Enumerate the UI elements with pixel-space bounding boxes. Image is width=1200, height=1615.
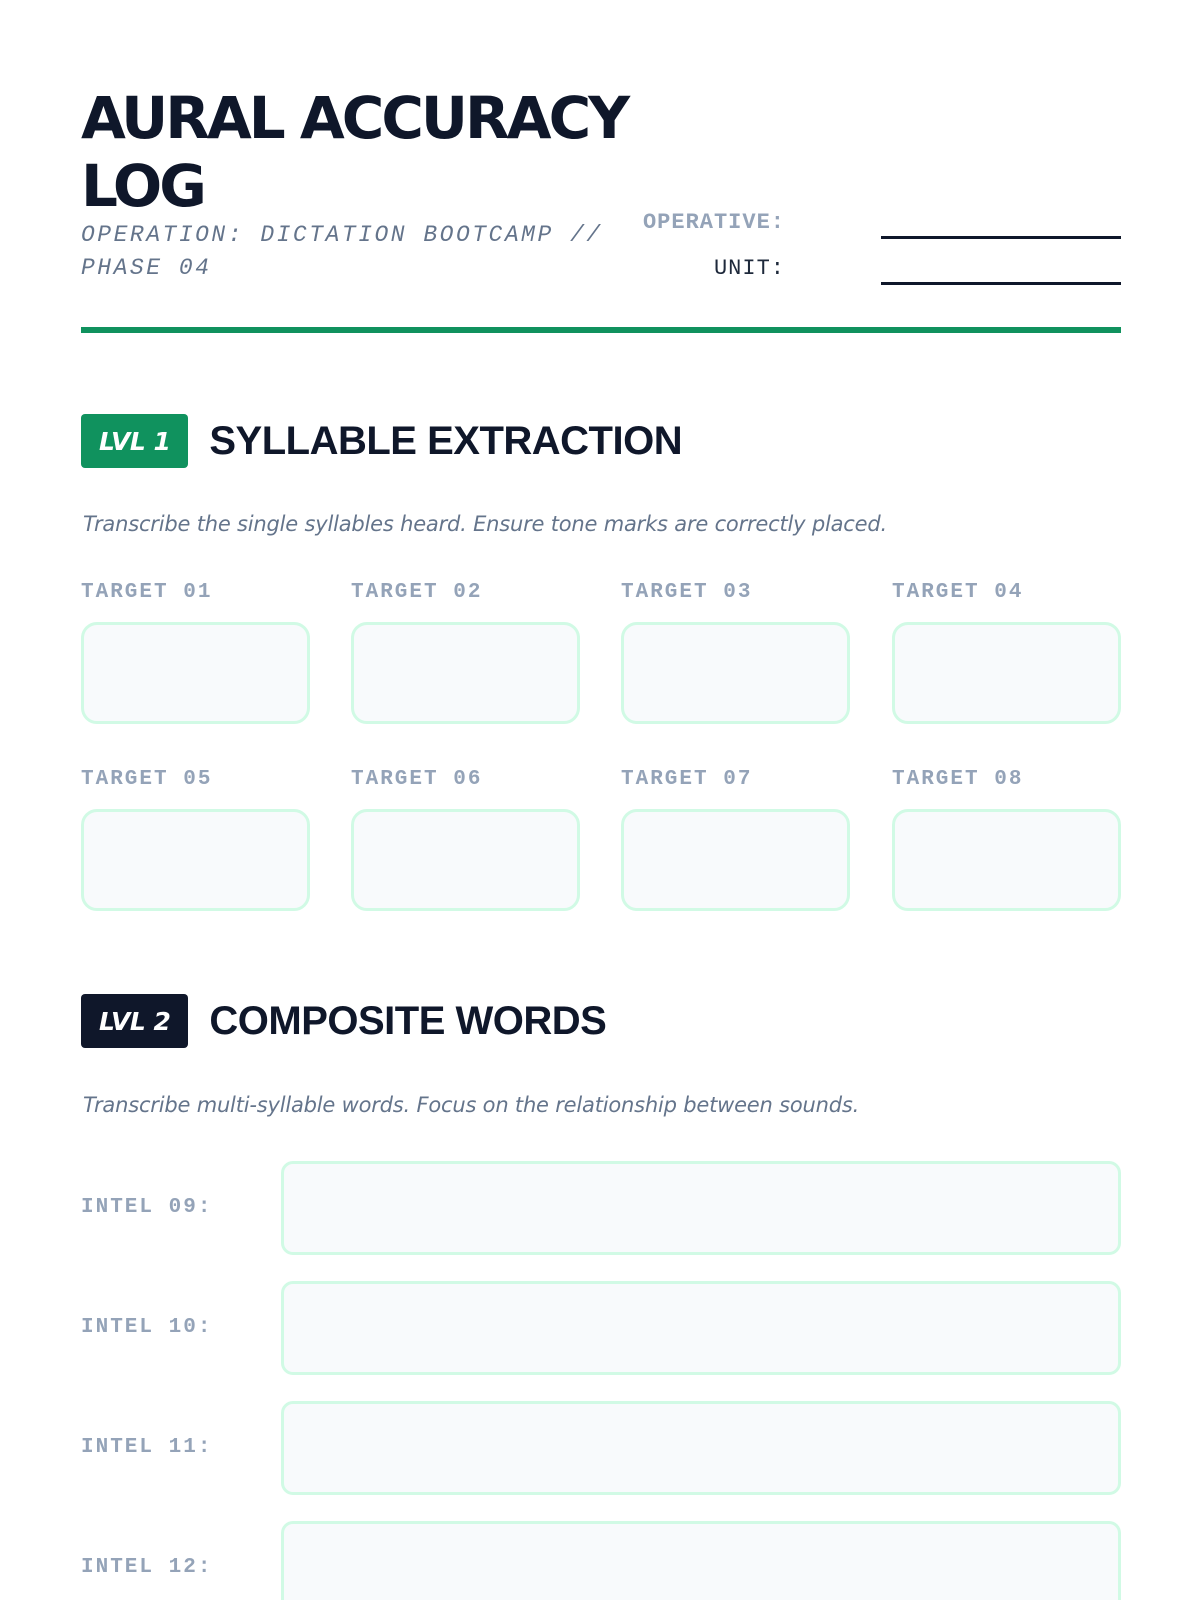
intel-label: INTEL 12: — [81, 1556, 213, 1579]
target-answer-box[interactable] — [892, 622, 1121, 724]
page-title: AURAL ACCURACY LOG — [81, 84, 628, 220]
target-label: TARGET 04 — [892, 581, 1024, 604]
unit-line[interactable] — [881, 282, 1121, 285]
intel-row-09 — [81, 1161, 1121, 1255]
intel-label: INTEL 11: — [81, 1436, 213, 1459]
operative-field[interactable] — [641, 203, 1121, 239]
header-divider — [81, 327, 1121, 333]
operative-line[interactable] — [881, 236, 1121, 239]
intel-answer-box[interactable] — [281, 1161, 1121, 1255]
intel-label: INTEL 10: — [81, 1316, 213, 1339]
target-04 — [892, 580, 1121, 724]
target-label: TARGET 05 — [81, 768, 213, 791]
intel-answer-box[interactable] — [281, 1401, 1121, 1495]
target-07 — [621, 767, 850, 911]
unit-label: UNIT: — [713, 256, 785, 281]
target-label: TARGET 02 — [351, 581, 483, 604]
level2-title: COMPOSITE WORDS — [209, 998, 607, 1043]
target-label: TARGET 08 — [892, 768, 1024, 791]
intel-answer-box[interactable] — [281, 1281, 1121, 1375]
target-02 — [351, 580, 580, 724]
target-01 — [81, 580, 310, 724]
target-answer-box[interactable] — [621, 622, 850, 724]
level2-header — [81, 994, 606, 1048]
intel-label: INTEL 09: — [81, 1196, 213, 1219]
target-label: TARGET 03 — [621, 581, 753, 604]
worksheet-page — [81, 0, 1121, 1600]
target-answer-box[interactable] — [351, 809, 580, 911]
target-answer-box[interactable] — [621, 809, 850, 911]
operative-label: OPERATIVE: — [642, 210, 785, 235]
intel-row-11 — [81, 1401, 1121, 1495]
page-subtitle: OPERATION: DICTATION BOOTCAMP // PHASE 04 — [81, 222, 603, 281]
target-answer-box[interactable] — [81, 809, 310, 911]
level1-badge: LVL 1 — [81, 414, 188, 468]
intel-row-10 — [81, 1281, 1121, 1375]
level1-title: SYLLABLE EXTRACTION — [209, 418, 683, 463]
level1-instructions: Transcribe the single syllables heard. Ensure tone marks are correctly placed. — [83, 512, 887, 536]
level2-instructions: Transcribe multi-syllable words. Focus on the relationship between sounds. — [83, 1093, 860, 1117]
target-05 — [81, 767, 310, 911]
target-answer-box[interactable] — [351, 622, 580, 724]
target-answer-box[interactable] — [892, 809, 1121, 911]
level2-badge: LVL 2 — [81, 994, 188, 1048]
unit-field[interactable] — [641, 249, 1121, 285]
target-03 — [621, 580, 850, 724]
target-06 — [351, 767, 580, 911]
level1-header — [81, 414, 682, 468]
target-answer-box[interactable] — [81, 622, 310, 724]
target-label: TARGET 01 — [81, 581, 213, 604]
target-label: TARGET 07 — [621, 768, 753, 791]
target-label: TARGET 06 — [351, 768, 483, 791]
target-08 — [892, 767, 1121, 911]
intel-answer-box[interactable] — [281, 1521, 1121, 1600]
intel-row-12 — [81, 1521, 1121, 1600]
